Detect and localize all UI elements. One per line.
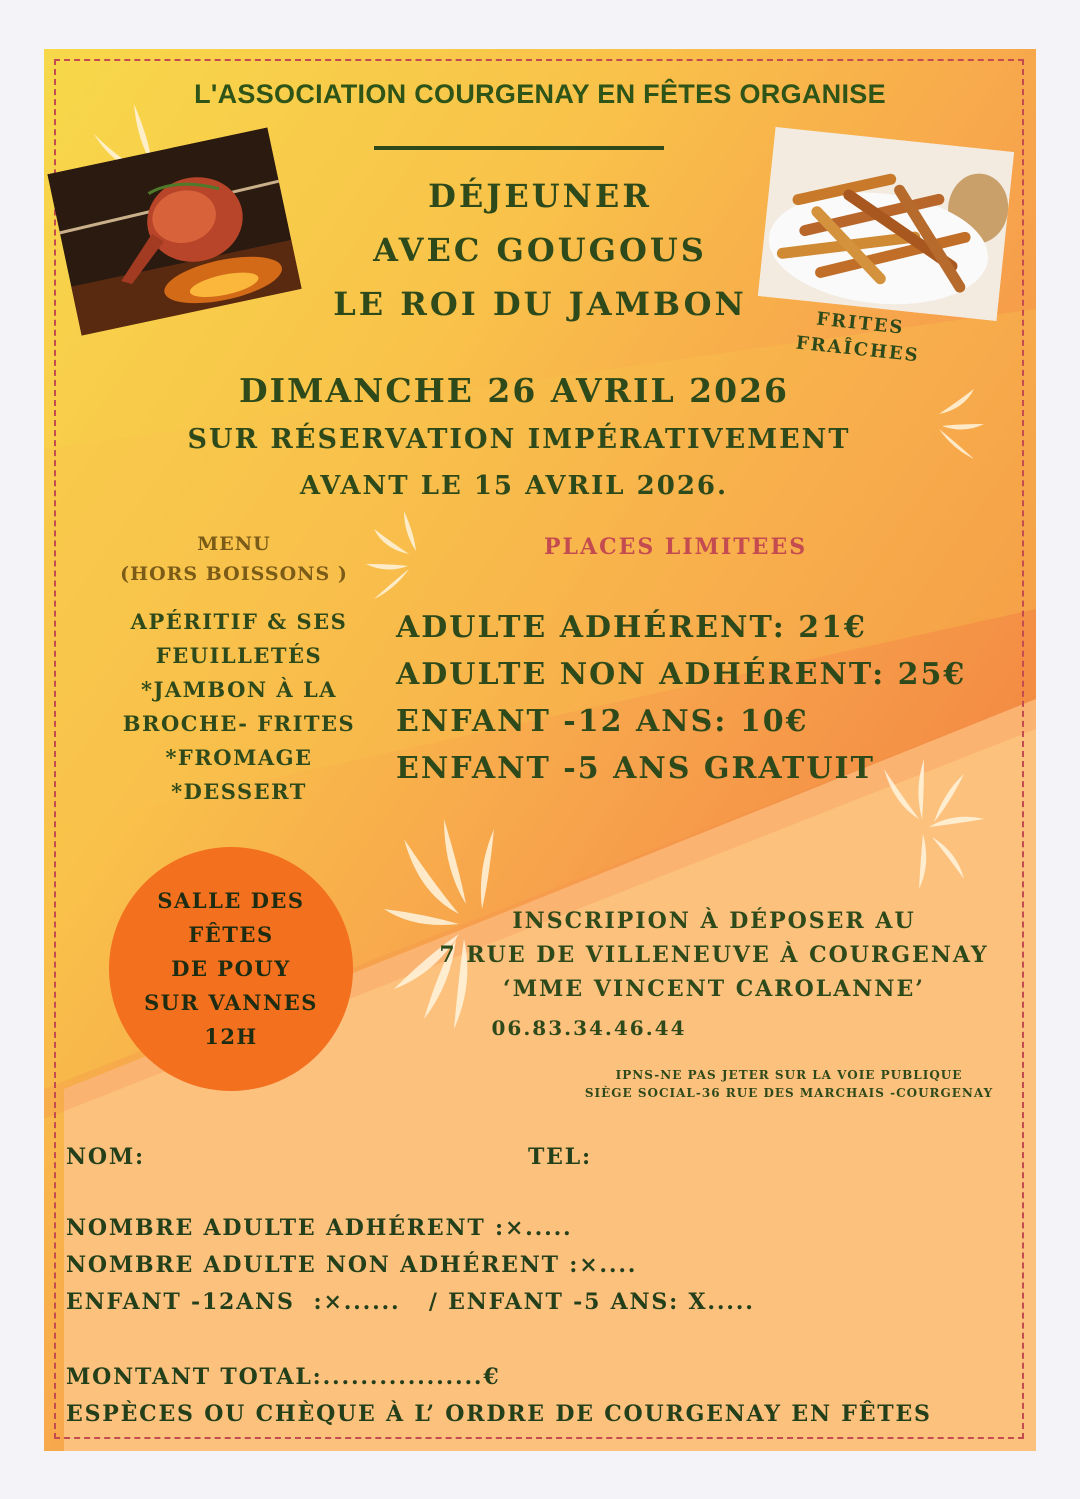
form-payment: ESPÈCES OU CHÈQUE À L’ ORDRE DE COURGENAY EN FÊTES <box>66 1401 932 1427</box>
form-tel-label: TEL: <box>528 1144 592 1170</box>
price-non-adherent: ADULTE NON ADHÉRENT: 25€ <box>396 657 967 692</box>
price-adherent: ADULTE ADHÉRENT: 21€ <box>396 610 867 645</box>
title-line-1: DÉJEUNER <box>428 177 652 215</box>
fries-label-line-2: FRAÎCHES <box>794 332 921 367</box>
price-enfant-12: ENFANT -12 ANS: 10€ <box>396 704 809 739</box>
title-line-2: AVEC GOUGOUS <box>373 231 707 269</box>
inscription-phone: 06.83.34.46.44 <box>491 1016 687 1040</box>
form-nb-adherent: NOMBRE ADULTE ADHÉRENT :×..... <box>66 1215 573 1241</box>
legal-line-1: IPNS-NE PAS JETER SUR LA VOIE PUBLIQUE <box>615 1068 963 1082</box>
fries-label-line-1: FRITES <box>815 308 906 339</box>
menu-list <box>74 605 404 809</box>
menu-item: BROCHE- FRITES <box>122 711 356 736</box>
legal-line-2: SIÈGE SOCIAL-36 RUE DES MARCHAIS -COURGENAY <box>584 1086 994 1100</box>
reservation-line-2: AVANT LE 15 AVRIL 2026. <box>299 471 729 501</box>
event-date: DIMANCHE 26 AVRIL 2026 <box>238 371 790 410</box>
form-nom-label: NOM: <box>66 1144 145 1170</box>
organizer-header: L'ASSOCIATION COURGENAY EN FÊTES ORGANISE <box>194 79 886 109</box>
menu-item: *FROMAGE <box>165 745 313 770</box>
inscription-line-3: ‘MME VINCENT CAROLANNE’ <box>503 976 925 1002</box>
reservation-line-1: SUR RÉSERVATION IMPÉRATIVEMENT <box>187 424 851 455</box>
inscription-line-2: 7 RUE DE VILLENEUVE À COURGENAY <box>439 942 989 968</box>
venue-line: SALLE DES <box>157 888 305 913</box>
event-title <box>44 169 1036 331</box>
places-limitees: PLACES LIMITEES <box>544 534 808 560</box>
menu-title: MENU <box>197 533 271 555</box>
menu-item: *JAMBON À LA <box>140 677 338 702</box>
price-enfant-5: ENFANT -5 ANS GRATUIT <box>396 751 875 786</box>
menu-heading <box>94 529 374 589</box>
form-nb-non-adherent: NOMBRE ADULTE NON ADHÉRENT :×.... <box>66 1252 638 1278</box>
venue-line: SUR VANNES <box>144 990 318 1015</box>
menu-item: FEUILLETÉS <box>155 643 323 668</box>
form-total: MONTANT TOTAL:.................€ <box>66 1364 501 1390</box>
title-line-3: LE ROI DU JAMBON <box>333 285 747 323</box>
price-list <box>396 604 1026 792</box>
inscription-block <box>394 904 1034 1006</box>
venue-line: DE POUY <box>171 956 291 981</box>
venue-line: FÊTES <box>188 922 274 947</box>
inscription-line-1: INSCRIPION À DÉPOSER AU <box>512 908 916 934</box>
flyer <box>44 49 1036 1451</box>
menu-item: *DESSERT <box>171 779 307 804</box>
menu-item: APÉRITIF & SES <box>130 609 348 634</box>
menu-subtitle: (HORS BOISSONS ) <box>120 563 348 585</box>
venue-time: 12H <box>204 1024 258 1049</box>
venue-text <box>109 884 353 1054</box>
form-enfants: ENFANT -12ANS :×...... / ENFANT -5 ANS: X..... <box>66 1289 755 1315</box>
legal-notice <box>554 1066 1024 1102</box>
header-divider <box>374 146 664 150</box>
